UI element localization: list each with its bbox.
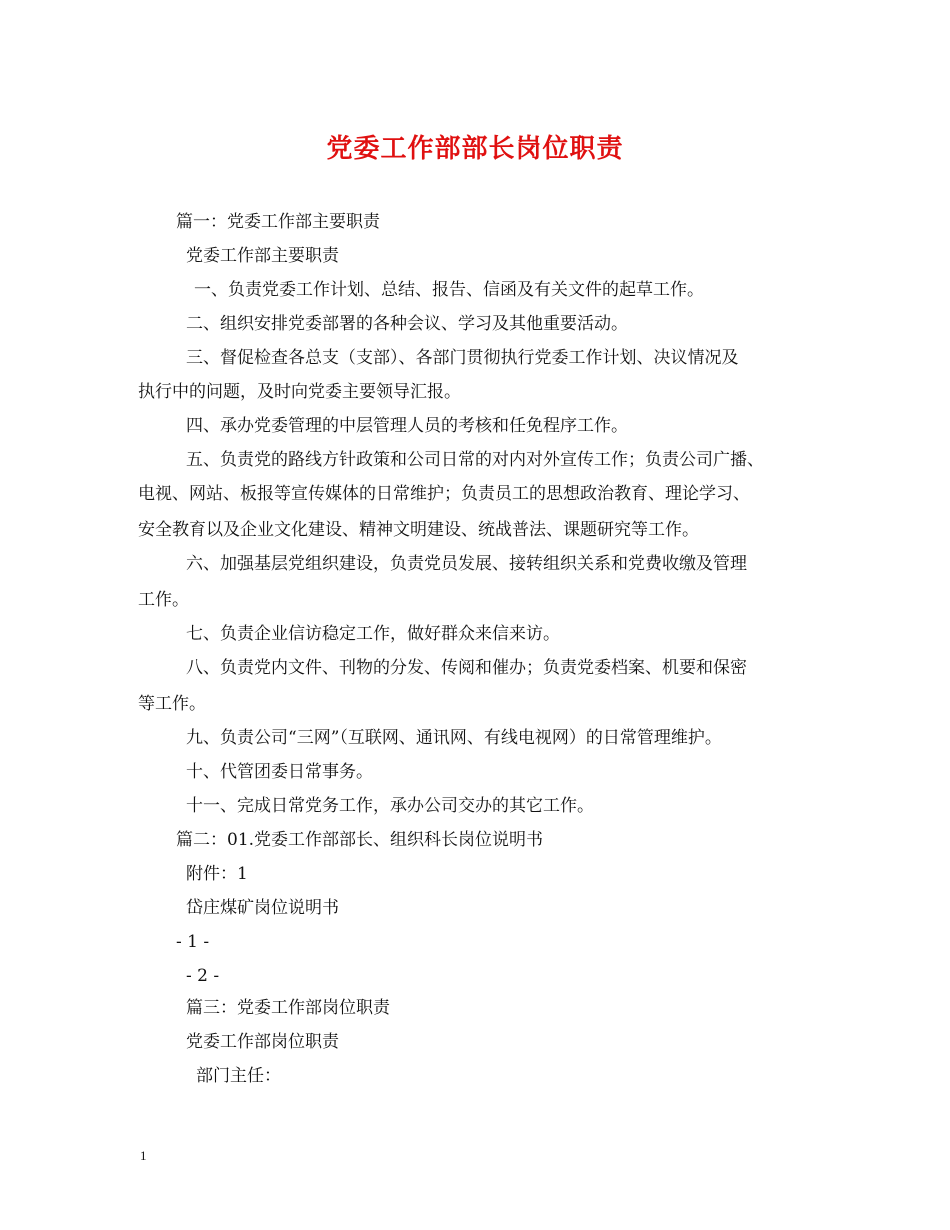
section-heading-3: 篇三：党委工作部岗位职责 (186, 998, 390, 1018)
section-heading-1: 篇一：党委工作部主要职责 (176, 212, 380, 232)
paragraph-line: 三、督促检查各总支（支部）、各部门贯彻执行党委工作计划、决议情况及 (186, 348, 739, 368)
paragraph-line: 一、负责党委工作计划、总结、报告、信函及有关文件的起草工作。 (194, 280, 704, 300)
section-heading-2: 篇二：01.党委工作部部长、组织科长岗位说明书 (176, 830, 544, 850)
paragraph-line: 执行中的问题，及时向党委主要领导汇报。 (138, 382, 461, 402)
page-title: 党委工作部部长岗位职责 (326, 134, 624, 164)
paragraph-line: 五、负责党的路线方针政策和公司日常的对内对外宣传工作；负责公司广播、 (186, 450, 764, 470)
subheading: 党委工作部主要职责 (186, 246, 339, 266)
paragraph-line: 部门主任： (196, 1066, 281, 1086)
paragraph-line: 等工作。 (138, 694, 206, 714)
paragraph-line: 九、负责公司“三网”（互联网、通讯网、有线电视网）的日常管理维护。 (186, 728, 722, 748)
paragraph-line: 附件：1 (186, 864, 248, 884)
paragraph-line: 四、承办党委管理的中层管理人员的考核和任免程序工作。 (186, 416, 628, 436)
paragraph-line: 十一、完成日常党务工作，承办公司交办的其它工作。 (186, 796, 594, 816)
paragraph-line: 七、负责企业信访稳定工作，做好群众来信来访。 (186, 624, 560, 644)
paragraph-line: 岱庄煤矿岗位说明书 (186, 898, 339, 918)
subheading: 党委工作部岗位职责 (186, 1032, 339, 1052)
paragraph-line: 二、组织安排党委部署的各种会议、学习及其他重要活动。 (186, 314, 628, 334)
paragraph-line: 六、加强基层党组织建设，负责党员发展、接转组织关系和党费收缴及管理 (186, 554, 747, 574)
paragraph-line: 安全教育以及企业文化建设、精神文明建设、统战普法、课题研究等工作。 (138, 520, 699, 540)
page-marker: - 2 - (186, 966, 220, 986)
paragraph-line: 工作。 (138, 590, 189, 610)
page-number: 1 (140, 1148, 147, 1163)
paragraph-line: 电视、网站、板报等宣传媒体的日常维护；负责员工的思想政治教育、理论学习、 (138, 484, 750, 504)
page-marker: - 1 - (176, 932, 210, 952)
paragraph-line: 十、代管团委日常事务。 (186, 762, 373, 782)
paragraph-line: 八、负责党内文件、刊物的分发、传阅和催办；负责党委档案、机要和保密 (186, 658, 747, 678)
